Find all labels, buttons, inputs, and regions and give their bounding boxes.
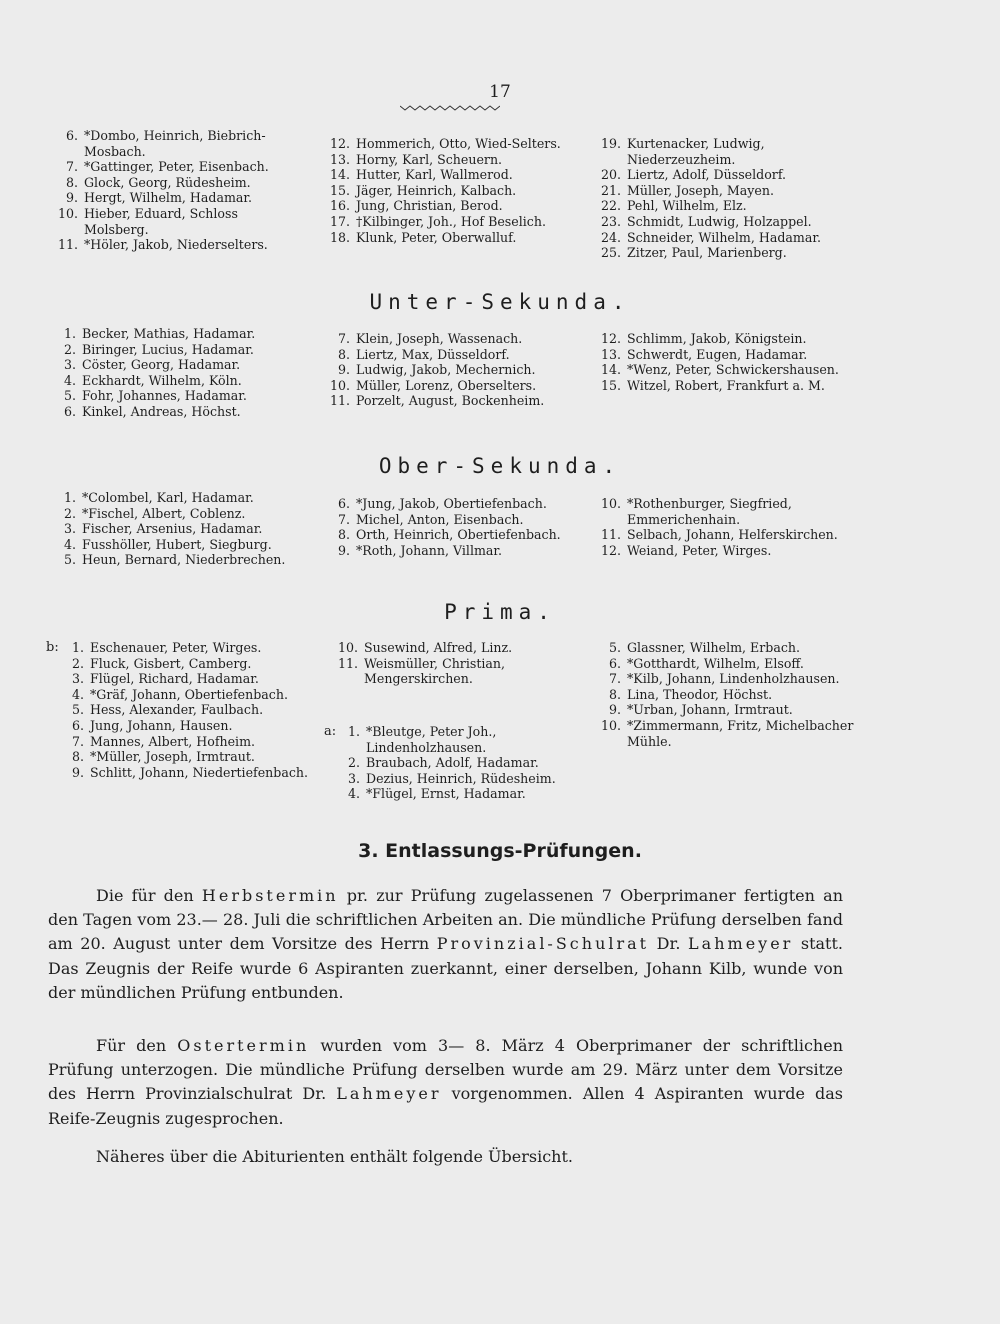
list-item [593,214,855,230]
list-item-text: *Zimmermann, Fritz, Michelbacher Mühle. [627,717,854,749]
list-item [50,206,300,237]
list-item-text: Liertz, Max, Düsseldorf. [356,346,510,362]
list-item-number: 11. [337,655,358,671]
list-item-text: Eschenauer, Peter, Wirges. [90,640,262,655]
list-item-number: 2. [63,505,76,521]
list-item [328,512,590,528]
list-item-text: Kinkel, Andreas, Höchst. [82,403,241,419]
list-item [342,724,586,755]
list-item-number: 7. [65,159,78,175]
list-item-text: Weiand, Peter, Wirges. [627,542,772,558]
list-item-number: 3. [63,357,76,373]
list-item-number: 10. [600,496,621,511]
list-item-text: Heun, Bernard, Niederbrechen. [82,552,286,568]
list-item-text: *Urban, Johann, Irmtraut. [627,702,793,718]
list-item-number: 8. [337,346,350,362]
ober-sekunda-col-2 [328,496,590,558]
paragraph-uebersicht: Näheres über die Abiturienten enthält folgende Übersicht. [96,1147,573,1166]
heading-ober-sekunda: Ober-Sekunda. [378,454,622,478]
list-item-text: Schwerdt, Eugen, Hadamar. [627,346,808,362]
list-item-text: Hommerich, Otto, Wied-Selters. [356,136,561,151]
list-item [56,521,318,537]
list-item [64,765,319,781]
list-item-number: 12. [329,136,350,151]
list-item-text: Orth, Heinrich, Obertiefenbach. [356,527,561,543]
list-item-text: Hieber, Eduard, Schloss Molsberg. [84,205,238,237]
list-item-text: Eckhardt, Wilhelm, Köln. [82,372,242,388]
list-item [56,506,318,522]
list-item-number: 14. [329,167,350,183]
list-item-text: *Kilb, Johann, Lindenholzhausen. [627,671,840,687]
wavy-rule [400,104,500,112]
unter-sekunda-col-1 [56,326,301,420]
list-item-text: Schlimm, Jakob, Königstein. [627,331,807,346]
list-item-number: 10. [329,377,350,393]
list-item [328,543,590,559]
list-item-text: Michel, Anton, Eisenbach. [356,511,524,527]
list-item-text: *Müller, Joseph, Irmtraut. [90,749,255,765]
list-item [593,245,855,261]
prima-prefix-a: a: [324,724,337,739]
list-item-number: 7. [337,331,350,346]
list-item-text: Biringer, Lucius, Hadamar. [82,341,254,357]
list-item-number: 12. [600,331,621,346]
list-item-text: Lina, Theodor, Höchst. [627,686,773,702]
list-item-number: 8. [65,174,78,190]
list-item [322,183,584,199]
list-item [593,687,855,703]
list-item [593,362,855,378]
list-item-number: 5. [63,388,76,404]
list-item-text: Liertz, Adolf, Düsseldorf. [627,167,787,183]
list-item-number: 11. [329,393,350,409]
list-item-text: Ludwig, Jakob, Mechernich. [356,362,536,378]
list-item-text: Klunk, Peter, Oberwalluf. [356,229,517,245]
list-item [322,152,584,168]
list-item-text: Selbach, Johann, Helferskirchen. [627,527,838,543]
list-item [56,373,301,389]
list-item-number: 6. [608,655,621,671]
list-item-text: Weismüller, Christian, Mengerskirchen. [364,655,506,687]
list-item [593,543,855,559]
list-item [64,640,319,656]
list-item [593,183,855,199]
list-item [322,378,584,394]
list-item-text: Susewind, Alfred, Linz. [364,640,513,655]
list-item-number: 9. [71,764,84,780]
list-item-number: 1. [63,490,76,505]
list-item-number: 17. [329,213,350,229]
list-item [593,198,855,214]
list-item-number: 19. [600,136,621,151]
list-item-text: Schmidt, Ludwig, Holzappel. [627,213,812,229]
list-item-text: Müller, Lorenz, Oberselters. [356,377,537,393]
list-item [342,755,586,771]
list-item-text: *Gotthardt, Wilhelm, Elsoff. [627,655,804,671]
list-item [64,687,319,703]
list-item-number: 8. [71,749,84,765]
list-item-text: *Dombo, Heinrich, Biebrich-Mosbach. [84,128,266,159]
list-item-number: 22. [600,198,621,214]
list-item-number: 1. [347,724,360,739]
list-item-number: 9. [337,542,350,558]
paragraph-ostertermin: Für den Ostertermin wurden vom 3— 8. März 4 Oberprimaner der schriftlichen Prüfung unterzogen. Die mündliche Prüfung derselben wurde am 29. März unter dem Vorsitze des Herrn Provinzialschulrat Dr. Lahmeyer vorgenommen. Allen 4 Aspiranten wurde das Reife-Zeugnis zugesprochen. [48,1036,844,1128]
list-item-number: 4. [63,372,76,388]
list-item-number: 12. [600,542,621,558]
list-item-number: 4. [63,536,76,552]
list-item-number: 1. [63,326,76,341]
list-item-text: Fischer, Arsenius, Hadamar. [82,521,263,537]
list-item-text: Braubach, Adolf, Hadamar. [366,755,539,771]
list-item-text: Horny, Karl, Scheuern. [356,151,503,167]
list-item-number: 23. [600,213,621,229]
list-item [64,749,319,765]
prima-col-3 [593,640,855,749]
list-item-text: Jung, Christian, Berod. [356,198,503,214]
list-item-text: Hergt, Wilhelm, Hadamar. [84,190,253,206]
list-item-text: Fohr, Johannes, Hadamar. [82,388,247,404]
list-item-number: 4. [347,786,360,802]
list-item-number: 3. [71,671,84,687]
list-item-text: Flügel, Richard, Hadamar. [90,671,259,687]
list-item [56,388,301,404]
list-item-number: 7. [71,733,84,749]
section-title: 3. Entlassungs-Prüfungen. [358,840,642,862]
list-item [64,656,319,672]
list-item-text: Zitzer, Paul, Marienberg. [627,245,787,261]
list-item [593,167,855,183]
list-item-number: 10. [57,205,78,221]
list-item-number: 20. [600,167,621,183]
list-item-text: Jung, Johann, Hausen. [90,717,233,733]
list-item [593,136,855,167]
list-item [322,393,584,409]
list-item-text: Müller, Joseph, Mayen. [627,182,774,198]
list-item-text: Klein, Joseph, Wassenach. [356,331,523,346]
list-item [322,331,584,347]
list-item [50,175,300,191]
list-item-number: 1. [71,640,84,655]
list-item-number: 6. [71,717,84,733]
list-item [593,718,855,749]
list-item [322,362,584,378]
list-item [56,537,318,553]
paragraph-herbstermin: Die für den Herbstermin pr. zur Prüfung zugelassenen 7 Oberprimaner fertigten an den Tagen vom 23.— 28. Juli die schriftlichen Arbeiten an. Die mündliche Prüfung derselben fand am 20. August unter dem Vorsitze des Herrn Provinzial-Schulrat Dr. Lahmeyer statt. Das Zeugnis der Reife wurde 6 Aspiranten zuerkannt, einer derselben, Johann Kilb, wunde von der mündlichen Prüfung entbunden. [48,886,843,1002]
list-item-number: 4. [71,686,84,702]
list-item-number: 5. [63,552,76,568]
list-item [64,734,319,750]
list-item [342,786,586,802]
list-item-text: *Höler, Jakob, Niederselters. [84,237,268,253]
list-item-text: Glock, Georg, Rüdesheim. [84,174,251,190]
prima-col-1 [64,640,319,780]
list-item-number: 8. [337,527,350,543]
list-item [322,167,584,183]
list-item [56,357,301,373]
list-item-text: *Gattinger, Peter, Eisenbach. [84,159,269,175]
list-item-number: 2. [71,655,84,671]
prima-prefix-b: b: [46,640,59,655]
list-item [56,404,301,420]
list-item-text: Glassner, Wilhelm, Erbach. [627,640,800,655]
list-item-number: 9. [337,362,350,378]
list-item [593,671,855,687]
list-item-text: Porzelt, August, Bockenheim. [356,393,545,409]
list-item-number: 5. [608,640,621,655]
list-item-text: Witzel, Robert, Frankfurt a. M. [627,377,825,393]
list-item [593,230,855,246]
list-item-text: Pehl, Wilhelm, Elz. [627,198,747,214]
prima-col-2a [342,724,586,802]
list-item-number: 6. [65,128,78,143]
list-item [593,378,855,394]
list-item [330,656,586,687]
list-item-number: 14. [600,362,621,378]
list-item-number: 15. [600,377,621,393]
list-item-number: 9. [65,190,78,206]
list-item-text: Cöster, Georg, Hadamar. [82,357,241,373]
top-col-1 [50,128,300,253]
list-item-number: 18. [329,229,350,245]
unter-sekunda-col-2 [322,331,584,409]
list-item-text: *Jung, Jakob, Obertiefenbach. [356,496,547,511]
list-item-number: 11. [600,527,621,543]
list-item-number: 25. [600,245,621,261]
prima-col-2 [330,640,586,687]
list-item [50,128,300,159]
list-item [328,496,590,512]
list-item-text: Dezius, Heinrich, Rüdesheim. [366,770,556,786]
list-item-number: 10. [337,640,358,655]
list-item [593,347,855,363]
list-item [330,640,586,656]
list-item-text: *Flügel, Ernst, Hadamar. [366,786,526,802]
list-item-text: Hess, Alexander, Faulbach. [90,702,264,718]
list-item [322,136,584,152]
list-item [56,552,318,568]
list-item-text: *Rothenburger, Siegfried, Emmerichenhain. [627,496,792,527]
list-item-text: Fusshöller, Hubert, Siegburg. [82,536,272,552]
list-item-text: *Wenz, Peter, Schwickershausen. [627,362,839,378]
list-item [593,640,855,656]
list-item [64,718,319,734]
list-item [56,326,301,342]
list-item-text: *Roth, Johann, Villmar. [356,542,503,558]
list-item-text: Hutter, Karl, Wallmerod. [356,167,513,183]
list-item-number: 5. [71,702,84,718]
list-item-number: 7. [337,511,350,527]
list-item-number: 2. [347,755,360,771]
list-item-number: 16. [329,198,350,214]
list-item [322,198,584,214]
list-item-number: 8. [608,686,621,702]
list-item-number: 3. [347,770,360,786]
list-item-text: Schneider, Wilhelm, Hadamar. [627,229,822,245]
heading-prima: Prima. [444,600,556,624]
list-item-number: 7. [608,671,621,687]
list-item-text: *Colombel, Karl, Hadamar. [82,490,254,505]
list-item [342,771,586,787]
list-item-text: Jäger, Heinrich, Kalbach. [356,182,517,198]
list-item-number: 13. [600,346,621,362]
page-number: 17 [489,82,511,102]
list-item-number: 9. [608,702,621,718]
list-item [593,656,855,672]
list-item [56,342,301,358]
list-item-text: Kurtenacker, Ludwig, Niederzeuzheim. [627,136,765,167]
list-item-number: 24. [600,229,621,245]
list-item [322,214,584,230]
list-item [50,190,300,206]
list-item [64,671,319,687]
list-item [593,527,855,543]
list-item [593,331,855,347]
list-item-text: Mannes, Albert, Hofheim. [90,733,256,749]
list-item [593,702,855,718]
list-item-text: *Bleutge, Peter Joh., Lindenholzhausen. [366,724,497,755]
list-item [50,159,300,175]
list-item-text: †Kilbinger, Joh., Hof Beselich. [356,213,546,229]
list-item-text: *Fischel, Albert, Coblenz. [82,505,246,521]
list-item-number: 11. [57,237,78,253]
ober-sekunda-col-3 [593,496,855,558]
unter-sekunda-col-3 [593,331,855,393]
list-item-number: 10. [600,717,621,733]
list-item [56,490,318,506]
top-col-3 [593,136,855,261]
list-item-number: 2. [63,341,76,357]
list-item-text: Schlitt, Johann, Niedertiefenbach. [90,764,308,780]
top-col-2 [322,136,584,245]
list-item-text: Becker, Mathias, Hadamar. [82,326,256,341]
list-item-number: 6. [337,496,350,511]
ober-sekunda-col-1 [56,490,318,568]
list-item-number: 21. [600,182,621,198]
list-item-number: 3. [63,521,76,537]
list-item [64,702,319,718]
list-item [328,527,590,543]
heading-unter-sekunda: Unter-Sekunda. [369,290,631,314]
list-item-number: 13. [329,151,350,167]
list-item [322,230,584,246]
list-item [50,237,300,253]
list-item-number: 6. [63,403,76,419]
list-item-number: 15. [329,182,350,198]
list-item [322,347,584,363]
list-item-text: Fluck, Gisbert, Camberg. [90,655,252,671]
list-item [593,496,855,527]
list-item-text: *Gräf, Johann, Obertiefenbach. [90,686,288,702]
